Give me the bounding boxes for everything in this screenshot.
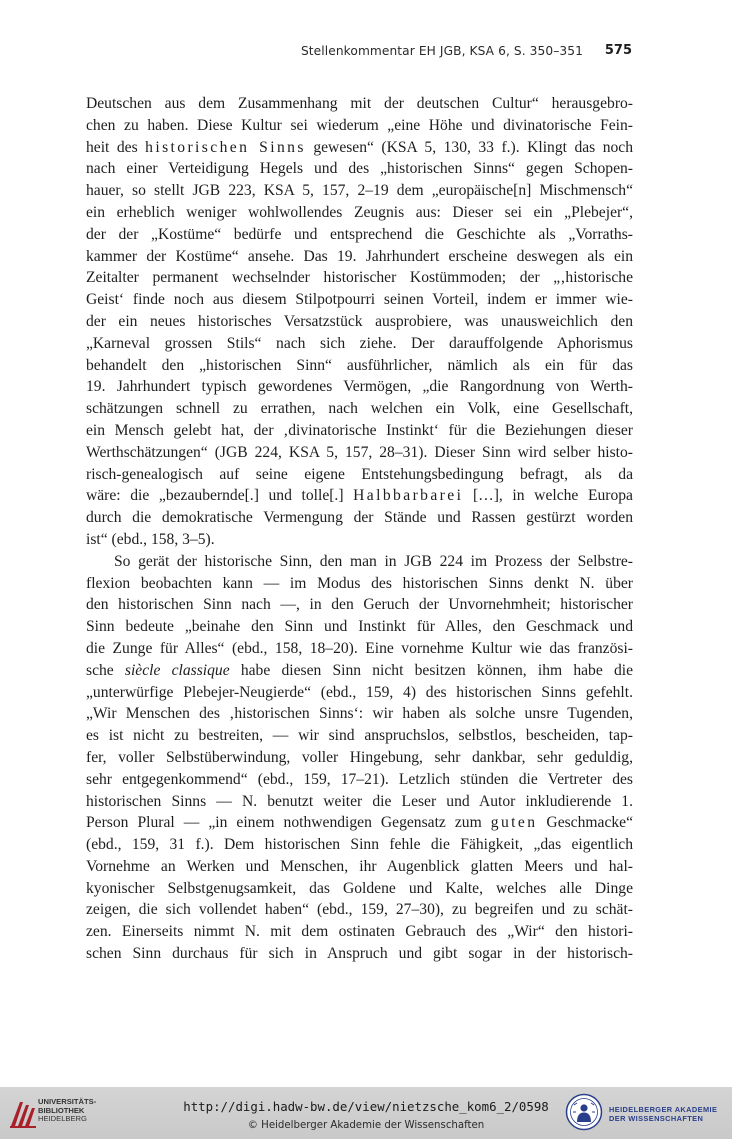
ub-line-3: HEIDELBERG: [38, 1114, 87, 1123]
text-run: wäre: die „bezaubernde[.] und tolle[.]: [86, 487, 354, 505]
spaced-emphasis: guten: [490, 814, 538, 832]
text-run: sehr entgegenkommend“ (ebd., 159, 17–21). Letzlich stünden die Vertreter des: [86, 770, 633, 788]
text-line: [86, 420, 633, 442]
text-run: Geschmacke“: [537, 814, 633, 832]
text-line: [86, 246, 633, 268]
text-line: [86, 703, 633, 725]
footer-url[interactable]: http://digi.hadw-bw.de/view/nietzsche_kom6_2/0598: [183, 1099, 549, 1114]
text-line: [86, 682, 633, 704]
text-run: sche: [86, 661, 125, 679]
text-run: Person Plural — „in einem nothwendigen Gegensatz zum: [86, 814, 491, 832]
text-run: fer, voller Selbstüberwindung, voller Hingebung, sehr dankbar, sehr geduldig,: [86, 748, 633, 766]
text-line: [86, 355, 633, 377]
ub-line-2: BIBLIOTHEK: [38, 1105, 85, 1115]
text-line: [86, 878, 633, 900]
text-run: (ebd., 159, 31 f.). Dem historischen Sinn fehle die Fähigkeit, „das eigentlich: [86, 836, 633, 854]
text-line: [86, 398, 633, 420]
text-run: „Wir Menschen des ‚historischen Sinns‘: wir haben als solche unsre Tugenden,: [86, 705, 633, 723]
text-line: [86, 202, 633, 224]
text-line: [86, 137, 633, 159]
text-run: „Karneval grossen Stils“ nach sich ziehe. Der darauffolgende Aphorismus: [86, 334, 633, 352]
text-run: historischen Sinns — N. benutzt weiter die Leser und Autor inkludierende 1.: [86, 792, 633, 810]
text-run: den historischen Sinn nach —, in den Geruch der Unvornehmheit; historischer: [86, 596, 633, 614]
text-line: [86, 158, 633, 180]
text-run: „unterwürfige Plebejer-Neugierde“ (ebd., 159, 4) des historischen Sinns gefehlt.: [86, 683, 633, 701]
academy-logo[interactable]: [565, 1093, 730, 1133]
text-line: [86, 943, 633, 965]
running-head-title: Stellenkommentar EH JGB, KSA 6, S. 350–351: [300, 44, 583, 58]
text-run: ein erheblich weniger wohlwollendes Zeugnis aus: Dieser sei ein „Plebejer“,: [86, 203, 633, 221]
spaced-emphasis: historischen Sinns: [145, 138, 306, 156]
text-line: [86, 594, 633, 616]
text-run: chen zu haben. Diese Kultur sei wiederum „eine Höhe und divinatorische Fein-: [86, 116, 633, 134]
text-line: [86, 812, 633, 834]
text-run: ist“ (ebd., 158, 3–5).: [86, 530, 215, 548]
text-run: es ist nicht zu bestreiten, — wir sind anspruchslos, selbstlos, bescheiden, tap-: [86, 727, 633, 745]
text-run: nach einer Verteidigung Hegels und des „historischen Sinns“ gegen Schopen-: [86, 160, 633, 178]
text-line: [86, 93, 633, 115]
text-line: [86, 769, 633, 791]
text-run: habe diesen Sinn nicht besitzen können, ihm habe die: [229, 661, 633, 679]
text-run: flexion beobachten kann — im Modus des historischen Sinns denkt N. über: [86, 574, 633, 592]
text-line: [86, 791, 633, 813]
academy-logo-text: [609, 1105, 717, 1123]
text-line: [86, 747, 633, 769]
text-run: kammer der Kostüme“ ansehe. Das 19. Jahrhundert erscheine deswegen als ein: [86, 247, 633, 265]
text-line: [86, 616, 633, 638]
text-line: [86, 529, 633, 551]
body-text: [86, 93, 633, 965]
ub-line-1: UNIVERSITÄTS-: [38, 1097, 97, 1106]
text-line: [86, 333, 633, 355]
text-run: Geist‘ finde noch aus diesem Stilpotpourri seinen Vorteil, indem er immer wie-: [86, 291, 633, 309]
text-run: […], in welche Europa: [463, 487, 633, 505]
footer-copyright: © Heidelberger Akademie der Wissenschaften: [247, 1120, 485, 1131]
text-run: ein Mensch gelebt hat, der ‚divinatorische Instinkt‘ für die Beziehungen dieser: [86, 421, 633, 439]
text-run: schätzungen schnell zu errathen, nach welchen ein Volk, eine Gesellschaft,: [86, 400, 633, 418]
text-run: risch-genealogisch auf seine eigene Entstehungsbedingung befragt, als da: [86, 465, 633, 483]
text-run: Vornehme an Werken und Menschen, ihr Augenblick glatten Meers und hal-: [86, 857, 633, 875]
text-run: Deutschen aus dem Zusammenhang mit der deutschen Cultur“ herausgebro-: [86, 95, 633, 112]
text-run: zeigen, die sich vollendet haben“ (ebd., 159, 27–30), zu begreifen und zu schät-: [86, 901, 633, 919]
text-line: [86, 921, 633, 943]
text-line: [86, 551, 633, 573]
text-line: [86, 267, 633, 289]
footer-bar: [0, 1087, 732, 1139]
text-line: [86, 224, 633, 246]
text-run: So gerät der historische Sinn, den man in JGB 224 im Prozess der Selbstre-: [114, 552, 633, 570]
academy-line-2: DER WISSENSCHAFTEN: [609, 1114, 704, 1123]
text-run: behandelt den „historischen Sinn“ ausführlicher, nämlich als ein für das: [86, 356, 633, 374]
spaced-emphasis: Halbbarbarei: [353, 487, 464, 505]
text-line: [86, 442, 633, 464]
italic-emphasis: siècle classique: [124, 661, 230, 679]
text-line: [86, 573, 633, 595]
text-run: kyonischer Selbstgenugsamkeit, das Goldene und Kalte, welches alle Dinge: [86, 879, 633, 897]
text-line: [86, 485, 633, 507]
text-line: [86, 899, 633, 921]
text-line: [86, 464, 633, 486]
text-run: durch die demokratische Vermengung der Stände und Rassen gestürzt worden: [86, 509, 633, 527]
text-line: [86, 115, 633, 137]
academy-line-1: HEIDELBERGER AKADEMIE: [609, 1105, 718, 1114]
text-run: Sinn bedeute „beinahe den Sinn und Instinkt für Alles, den Geschmack und: [86, 618, 633, 636]
text-line: [86, 660, 633, 682]
page-number: 575: [604, 43, 632, 58]
text-run: Werthschätzungen“ (JGB 224, KSA 5, 157, 28–31). Dieser Sinn wird selber histo-: [86, 443, 633, 461]
text-run: gewesen“ (KSA 5, 130, 33 f.). Klingt das noch: [305, 138, 633, 156]
text-run: Zeitalter permanent wechselnder historischer Kostümmoden; der „‚historische: [86, 269, 633, 287]
text-line: [86, 376, 633, 398]
text-line: [86, 638, 633, 660]
text-run: 19. Jahrhundert typisch gewordenes Vermögen, „die Rangordnung von Werth-: [86, 378, 633, 396]
text-run: die Zunge für Alles“ (ebd., 158, 18–20). Eine vornehme Kultur wie das französi-: [86, 639, 633, 657]
text-run: der der „Kostüme“ bedürfe und entsprechend die Geschichte als „Vorraths-: [86, 225, 633, 243]
academy-seal-icon: [565, 1093, 603, 1131]
text-run: zen. Einerseits nimmt N. mit dem ostinaten Gebrauch des „Wir“ den histori-: [86, 923, 633, 941]
text-line: [86, 725, 633, 747]
text-run: heit des: [86, 138, 146, 156]
text-line: [86, 507, 633, 529]
text-line: [86, 311, 633, 333]
text-line: [86, 180, 633, 202]
text-line: [86, 856, 633, 878]
text-run: der ein neues historisches Versatzstück ausprobiere, was unausweichlich den: [86, 312, 633, 330]
text-run: hauer, so stellt JGB 223, KSA 5, 157, 2–19 dem „europäische[n] Mischmensch“: [86, 182, 633, 200]
running-head: [0, 44, 732, 64]
text-run: schen Sinn durchaus für sich in Anspruch und gibt sogar in der historisch-: [86, 945, 633, 963]
text-line: [86, 289, 633, 311]
text-line: [86, 834, 633, 856]
